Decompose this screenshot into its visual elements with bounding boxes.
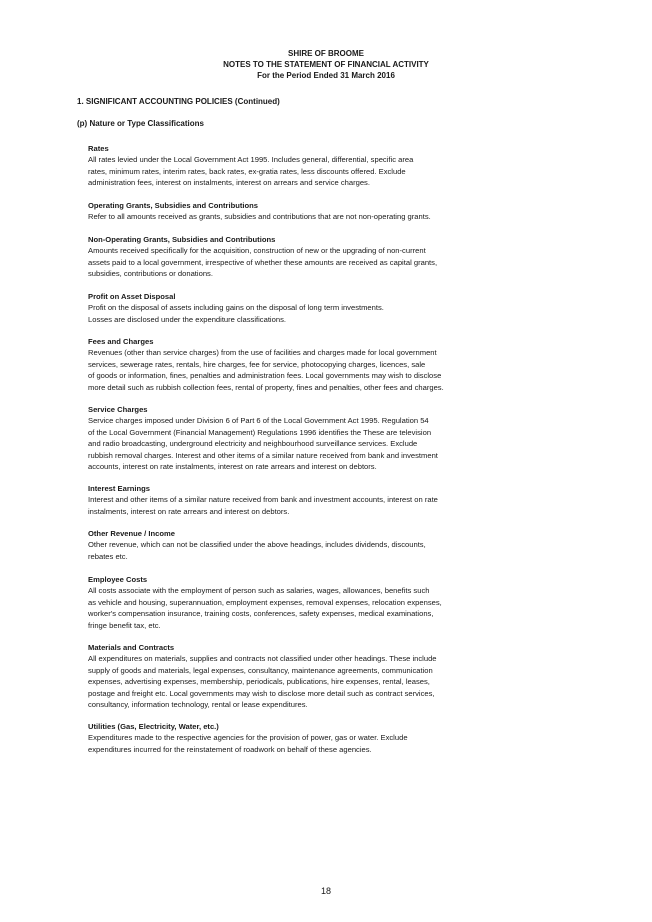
classification-text: expenditures incurred for the reinstatement of roadwork on behalf of these agencies. [88,744,372,754]
classification-text: All rates levied under the Local Government Act 1995. Includes general, differential, specific area [88,155,414,165]
classification-heading: Employee Costs [88,575,148,584]
classification-text: rates, minimum rates, interim rates, back rates, ex-gratia rates, less discounts offered. Exclude [88,166,406,176]
classification-text: rubbish removal charges. Interest and other items of a similar nature received from bank and investment [88,450,438,460]
classification-heading: Fees and Charges [88,337,154,346]
classification-materials-and-contracts [88,642,498,710]
report-period: For the Period Ended 31 March 2016 [257,71,395,80]
classification-text: assets paid to a local government, irrespective of whether these amounts are received as capital grants, [88,257,438,267]
classification-service-charges [88,404,498,472]
organisation-name: SHIRE OF BROOME [287,49,364,58]
classification-heading: Rates [88,144,109,153]
classification-text: Other revenue, which can not be classified under the above headings, includes dividends, discounts, [88,540,426,550]
classification-text: of the Local Government (Financial Management) Regulations 1996 identifies the These are television [88,427,432,437]
classification-text: Losses are disclosed under the expenditure classifications. [88,314,286,324]
page-number: 18 [320,886,331,896]
section-title: 1. SIGNIFICANT ACCOUNTING POLICIES (Continued) [77,97,280,106]
classification-text: Refer to all amounts received as grants, subsidies and contributions that are not non-operating grants. [88,212,431,222]
classification-profit-on-asset-disposal [88,291,498,325]
classification-utilities [88,721,498,755]
classification-text: postage and freight etc. Local governments may wish to disclose more detail such as contract services, [88,688,435,698]
report-header [0,48,652,81]
classification-employee-costs [88,574,498,631]
classification-text: more detail such as rubbish collection fees, rental of property, fines and penalties, other fees and charges. [88,382,444,392]
classification-non-operating-grants [88,234,498,280]
classification-text: Expenditures made to the respective agencies for the provision of power, gas or water. Exclude [88,733,408,743]
classification-interest-earnings [88,483,498,517]
classification-text: consultancy, information technology, rental or lease expenditures. [88,700,308,710]
classification-text: fringe benefit tax, etc. [88,620,161,630]
classification-text: services, sewerage rates, rentals, hire charges, fee for service, photocopying charges, licences, sale [88,359,426,369]
classification-heading: Profit on Asset Disposal [88,292,176,301]
classification-text: Interest and other items of a similar nature received from bank and investment accounts, interest on rate [88,495,438,505]
classification-text: worker's compensation insurance, training costs, conferences, safety expenses, medical examinations, [88,609,434,619]
classification-text: All expenditures on materials, supplies and contracts not classified under other headings. These include [88,654,437,664]
classification-other-revenue [88,528,498,562]
classification-text: subsidies, contributions or donations. [88,269,213,279]
classification-heading: Interest Earnings [88,484,151,493]
classification-text: Amounts received specifically for the acquisition, construction of new or the upgrading of non-current [88,246,426,256]
classification-text: as vehicle and housing, superannuation, employment expenses, removal expenses, relocation expenses, [88,597,442,607]
classification-text: expenses, advertising expenses, membership, periodicals, publications, hire expenses, rental, leases, [88,677,430,687]
classification-fees-and-charges [88,336,498,393]
classification-text: instalments, interest on rate arrears and interest on debtors. [88,506,290,516]
classification-operating-grants [88,200,498,223]
classification-heading: Service Charges [88,405,148,414]
classification-heading: Other Revenue / Income [88,529,175,538]
classification-text: administration fees, interest on instalments, interest on arrears and service charges. [88,178,370,188]
classification-text: accounts, interest on rate instalments, interest on rate arrears and interest on debtors. [88,462,377,472]
classification-heading: Operating Grants, Subsidies and Contributions [88,201,259,210]
classification-rates [88,143,498,189]
classification-text: supply of goods and materials, legal expenses, consultancy, maintenance agreements, communication [88,665,433,675]
classification-text: All costs associate with the employment of person such as salaries, wages, allowances, benefits such [88,586,430,596]
classification-text: of goods or information, fines, penalties and administration fees. Local governments may wish to disclose [88,371,442,381]
classification-text: rebates etc. [88,551,128,561]
classification-heading: Materials and Contracts [88,643,175,652]
classification-heading: Utilities (Gas, Electricity, Water, etc.) [88,722,219,731]
classification-text: Revenues (other than service charges) from the use of facilities and charges made for local government [88,348,437,358]
report-title: NOTES TO THE STATEMENT OF FINANCIAL ACTIVITY [223,60,429,69]
classification-text: and radio broadcasting, underground electricity and neighbourhood surveillance services. Exclude [88,439,418,449]
classification-heading: Non-Operating Grants, Subsidies and Contributions [88,235,276,244]
classification-text: Profit on the disposal of assets including gains on the disposal of long term investments. [88,303,384,313]
classification-text: Service charges imposed under Division 6 of Part 6 of the Local Government Act 1995. Regulation 54 [88,416,429,426]
subsection-title: (p) Nature or Type Classifications [77,119,204,128]
